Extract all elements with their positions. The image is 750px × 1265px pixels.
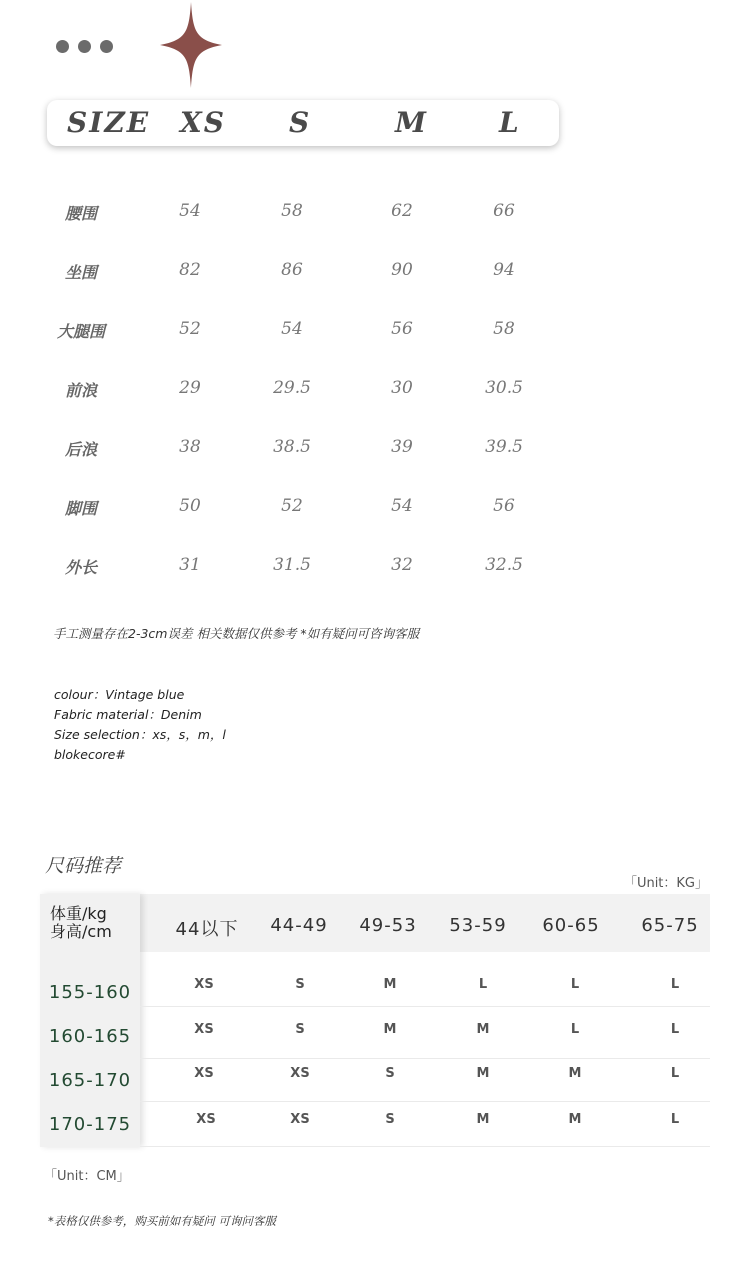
measurement-value: 30	[391, 378, 413, 398]
size-cell: L	[478, 977, 488, 992]
measurement-value: 31	[179, 555, 201, 575]
measurement-label: 后浪	[64, 440, 97, 459]
measurement-row	[0, 197, 750, 227]
size-cell: S	[385, 1112, 395, 1127]
size-cell: M	[476, 1022, 490, 1037]
size-cell: XS	[194, 1022, 214, 1037]
size-header-xs: XS	[180, 106, 226, 139]
measurement-value: 54	[391, 496, 413, 516]
measurement-value: 94	[493, 260, 515, 280]
measurement-value: 86	[281, 260, 303, 280]
measurement-label: 大腿围	[56, 322, 105, 341]
height-label: 165-170	[48, 1070, 132, 1091]
measurement-value: 31.5	[273, 555, 311, 575]
weight-header: 49-53	[359, 915, 417, 936]
product-colour: colour：Vintage blue	[54, 687, 185, 702]
weight-header: 53-59	[449, 915, 507, 936]
size-cell: XS	[290, 1112, 310, 1127]
measurement-label: 脚围	[64, 499, 97, 518]
measurement-value: 52	[281, 496, 303, 516]
measurement-label: 外长	[64, 558, 97, 577]
size-cell: L	[570, 1022, 580, 1037]
measurement-row	[0, 551, 750, 581]
size-cell: M	[476, 1066, 490, 1081]
measurement-row	[0, 433, 750, 463]
more-dots-icon	[56, 40, 113, 53]
measurement-value: 39	[391, 437, 413, 457]
weight-header: 60-65	[542, 915, 600, 936]
measurement-value: 56	[391, 319, 413, 339]
size-cell: XS	[196, 1112, 216, 1127]
size-header-label: SIZE	[67, 106, 151, 139]
size-header-l: L	[499, 106, 521, 139]
measurement-value: 82	[179, 260, 201, 280]
size-cell: M	[568, 1112, 582, 1127]
measurement-label: 前浪	[64, 381, 97, 400]
measurement-value: 32.5	[485, 555, 523, 575]
size-header-s: S	[289, 106, 312, 139]
weight-axis-label: 体重/kg	[50, 904, 107, 923]
measurement-value: 56	[493, 496, 515, 516]
row-divider	[140, 1006, 710, 1007]
measurement-row	[0, 256, 750, 286]
measurement-value: 38.5	[273, 437, 311, 457]
weight-header: 44以下	[175, 919, 239, 940]
size-cell: S	[295, 977, 305, 992]
measurement-row	[0, 374, 750, 404]
product-fabric: Fabric material：Denim	[54, 707, 202, 722]
recommend-corner-header	[50, 905, 112, 941]
height-label: 155-160	[48, 982, 132, 1003]
size-cell: L	[570, 977, 580, 992]
size-cell: L	[670, 1112, 680, 1127]
measurement-value: 39.5	[485, 437, 523, 457]
height-label: 160-165	[48, 1026, 132, 1047]
measurement-value: 29	[179, 378, 201, 398]
measurement-value: 58	[281, 201, 303, 221]
measurement-label: 腰围	[64, 204, 97, 223]
unit-weight-label: 「Unit：KG」	[623, 876, 708, 891]
measurement-row	[0, 315, 750, 345]
measurement-value: 90	[391, 260, 413, 280]
size-cell: XS	[194, 977, 214, 992]
product-size-selection: Size selection：xs，s，m，l	[54, 727, 226, 742]
size-cell: M	[383, 977, 397, 992]
row-divider	[140, 1101, 710, 1102]
size-cell: S	[385, 1066, 395, 1081]
size-header-bar	[47, 100, 559, 146]
weight-header: 44-49	[270, 915, 328, 936]
measurement-value: 66	[493, 201, 515, 221]
measurement-value: 50	[179, 496, 201, 516]
size-cell: L	[670, 1066, 680, 1081]
product-info	[54, 685, 226, 765]
recommend-note: *表格仅供参考，购买前如有疑问 可询问客服	[48, 1214, 276, 1228]
measurement-value: 38	[179, 437, 201, 457]
unit-height-label: 「Unit：CM」	[44, 1169, 130, 1184]
size-cell: M	[476, 1112, 490, 1127]
height-label: 170-175	[48, 1114, 132, 1135]
measurement-value: 58	[493, 319, 515, 339]
measurement-value: 54	[179, 201, 201, 221]
measurement-value: 54	[281, 319, 303, 339]
row-divider	[140, 1058, 710, 1059]
measurement-value: 62	[391, 201, 413, 221]
sparkle-star-icon	[160, 2, 222, 88]
measurement-label: 坐围	[64, 263, 97, 282]
measurement-value: 32	[391, 555, 413, 575]
measurement-note: 手工测量存在2-3cm误差 相关数据仅供参考 *如有疑问可咨询客服	[53, 626, 420, 641]
measurement-row	[0, 492, 750, 522]
size-cell: XS	[194, 1066, 214, 1081]
height-axis-label: 身高/cm	[50, 922, 112, 941]
measurement-value: 29.5	[273, 378, 311, 398]
size-cell: L	[670, 1022, 680, 1037]
size-cell: S	[295, 1022, 305, 1037]
size-recommend-title: 尺码推荐	[45, 855, 122, 877]
product-tag: blokecore#	[54, 747, 126, 762]
size-cell: L	[670, 977, 680, 992]
measurement-value: 52	[179, 319, 201, 339]
size-cell: M	[383, 1022, 397, 1037]
measurement-value: 30.5	[485, 378, 523, 398]
size-cell: M	[568, 1066, 582, 1081]
size-header-m: M	[395, 106, 428, 139]
weight-header: 65-75	[641, 915, 699, 936]
row-divider	[140, 1146, 710, 1147]
size-cell: XS	[290, 1066, 310, 1081]
